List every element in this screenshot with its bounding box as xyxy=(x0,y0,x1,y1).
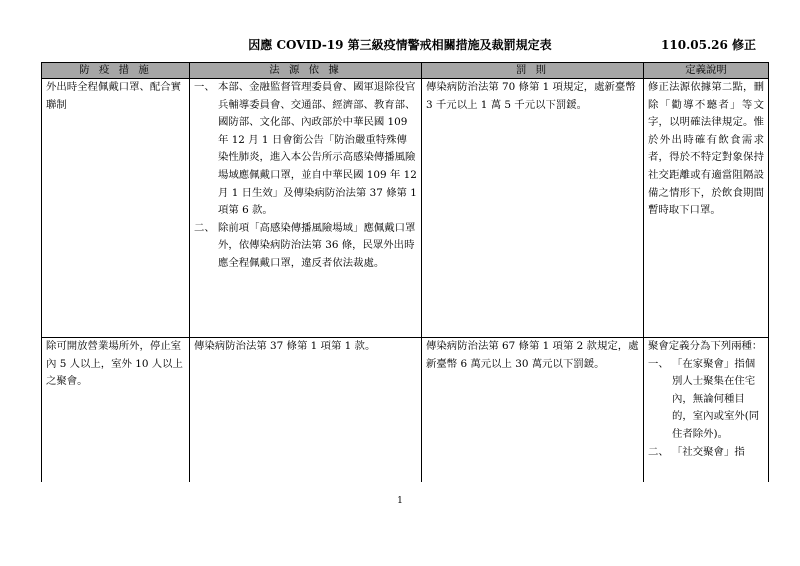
measure-cell: 除可開放營業場所外，停止室內 5 人以上，室外 10 人以上之聚會。 xyxy=(42,338,190,483)
list-item xyxy=(194,79,417,220)
legal-basis-cell: 傳染病防治法第 37 條第 1 項第 1 款。 xyxy=(190,338,422,483)
definition-cell: 修正法源依據第二點，刪除「勸導不聽者」等文字，以明確法律規定。惟於外出時確有飲食需求者，得於不特定對象保持社交距離或有適當阻隔設備之情形下，於飲食期間暫時取下口罩。 xyxy=(644,79,769,338)
list-item xyxy=(648,444,764,462)
revision-date: 110.05.26 修正 xyxy=(661,38,756,52)
definition-cell xyxy=(644,338,769,483)
penalty-cell: 傳染病防治法第 67 條第 1 項第 2 款規定，處新臺幣 6 萬元以上 30 萬元以下罰鍰。 xyxy=(422,338,644,483)
item-text: 「社交聚會」指 xyxy=(672,445,745,458)
list-item xyxy=(194,220,417,273)
definition-intro: 聚會定義分為下列兩種： xyxy=(648,340,763,352)
column-header-penalty: 罰 則 xyxy=(422,63,644,79)
document-title: 因應 COVID-19 第三級疫情警戒相關措施及裁罰規定表 xyxy=(248,38,552,52)
column-header-definition: 定義說明 xyxy=(644,63,769,79)
page-number: 1 xyxy=(397,496,403,506)
legal-basis-cell xyxy=(190,79,422,338)
item-number: 二、 xyxy=(648,445,669,458)
item-text: 「在家聚會」指個別人士聚集在住宅內，無論何種目的，室內或室外(同住者除外)。 xyxy=(672,357,760,440)
regulations-table-container xyxy=(41,62,770,482)
table-header-row xyxy=(42,63,769,79)
item-number: 一、 xyxy=(194,81,215,93)
column-header-legal-basis: 法 源 依 據 xyxy=(190,63,422,79)
list-item xyxy=(648,356,764,444)
table-row xyxy=(42,79,769,338)
item-number: 二、 xyxy=(194,221,215,234)
item-text: 本部、金融監督管理委員會、國軍退除役官兵輔導委員會、交通部、經濟部、教育部、國防部、文化部、內政部於中華民國 109 年 12 月 1 日會銜公告「防治嚴重特殊傳染性肺炎，進入本公告所示高感染傳播風險場域應佩戴口罩，並自中華民國 109 年 12 月 1 日生效」及傳染病防治法第 37 條第 1 項第 6 款。 xyxy=(218,81,417,217)
table-row xyxy=(42,338,769,483)
item-text: 除前項「高感染傳播風險場域」應佩戴口罩外，依傳染病防治法第 36 條，民眾外出時應全程佩戴口罩，違反者依法裁處。 xyxy=(218,221,416,269)
measure-cell: 外出時全程佩戴口罩、配合實聯制 xyxy=(42,79,190,338)
column-header-measure: 防 疫 措 施 xyxy=(42,63,190,79)
regulations-table xyxy=(41,62,769,482)
penalty-cell: 傳染病防治法第 70 條第 1 項規定，處新臺幣 3 千元以上 1 萬 5 千元以下罰鍰。 xyxy=(422,79,644,338)
item-number: 一、 xyxy=(648,357,669,370)
